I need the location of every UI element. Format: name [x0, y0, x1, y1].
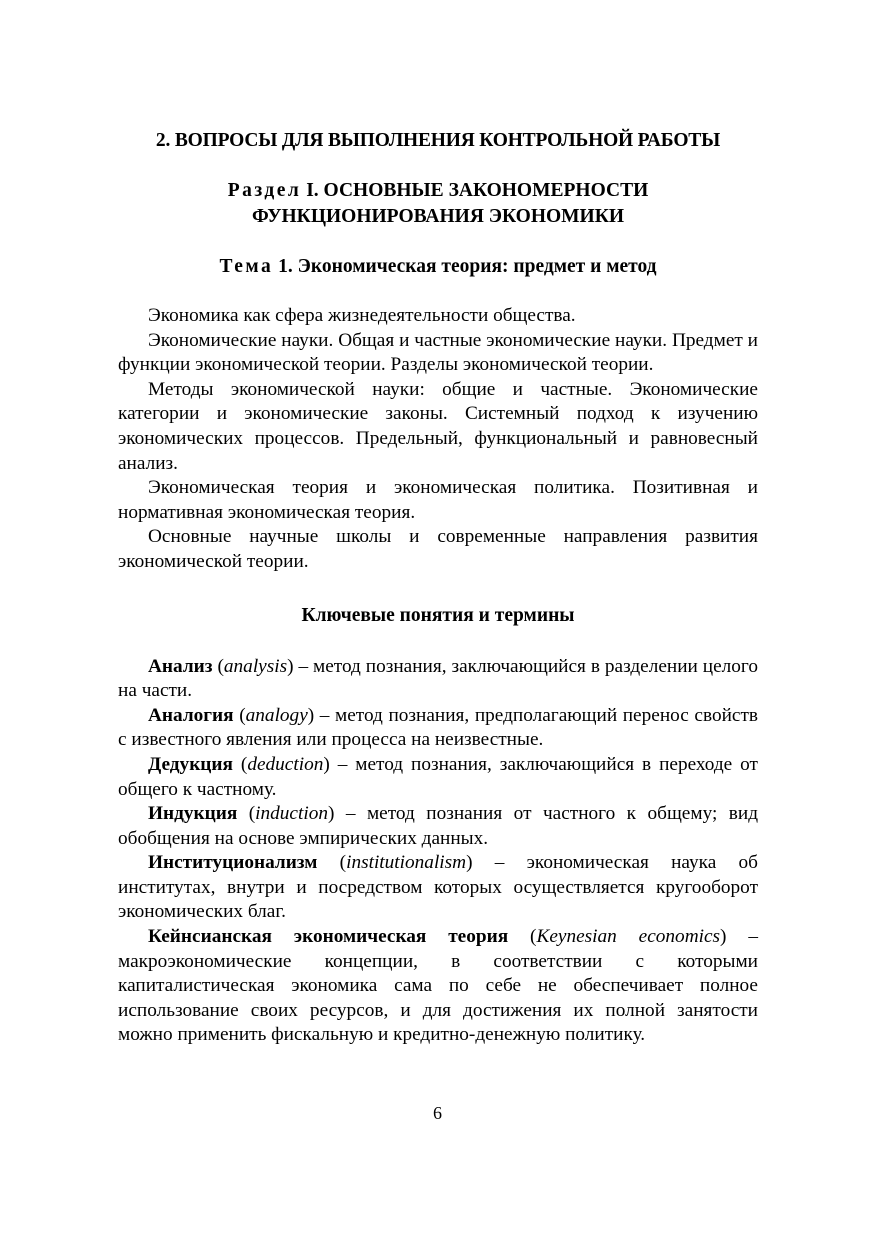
- paragraph: Экономическая теория и экономическая политика. Позитивная и нормативная экономическая теория.: [118, 477, 758, 523]
- glossary-entry: Аналогия (analogy) – метод познания, предполагающий перенос свойств с известного явления или процесса на неизвестные.: [118, 704, 758, 751]
- glossary-term: Институционализм: [148, 852, 318, 874]
- glossary-english: analysis: [223, 655, 288, 677]
- glossary-english: deduction: [247, 753, 324, 775]
- glossary-english: Keynesian economics: [536, 926, 721, 948]
- page-number: 6: [433, 1103, 442, 1123]
- topic-content: [118, 304, 758, 575]
- glossary-definition: – метод познания, заключающийся в разделении целого на части.: [118, 655, 758, 702]
- glossary-entry: Институционализм (institutionalism) – экономическая наука об институтах, внутри и посредством которых осуществляется кругооборот экономических благ.: [118, 852, 758, 923]
- glossary-entry: Кейнсианская экономическая теория (Keynesian economics) – макроэкономические концепции, в соответствии с которыми капиталистическая экономика сама по себе не обеспечивает полное использование своих ресурсов, и для достижения их полной занятости можно применить фискальную и кредитно-денежную политику.: [118, 926, 758, 1046]
- paragraph: Экономика как сфера жизнедеятельности общества.: [148, 305, 576, 326]
- topic-label: Тема: [219, 256, 274, 277]
- document-page: [118, 128, 758, 1048]
- section-title-line2: ФУНКЦИОНИРОВАНИЯ ЭКОНОМИКИ: [251, 206, 625, 227]
- glossary-definition: – метод познания, заключающийся в переходе от общего к частному.: [118, 753, 758, 800]
- section-title-line1: I. ОСНОВНЫЕ ЗАКОНОМЕРНОСТИ: [306, 180, 649, 201]
- glossary-term: Дедукция: [148, 753, 233, 775]
- glossary-definition: – метод познания от частного к общему; вид обобщения на основе эмпирических данных.: [118, 803, 758, 849]
- chapter-title: 2. ВОПРОСЫ ДЛЯ ВЫПОЛНЕНИЯ КОНТРОЛЬНОЙ РАБОТЫ: [155, 130, 721, 151]
- topic-title: 1. Экономическая теория: предмет и метод: [278, 256, 657, 277]
- glossary-definition: – макроэкономические концепции, в соответствии с которыми капиталистическая экономика сама по себе не обеспечивает полное использование своих ресурсов, и для достижения их полной занятости можно применить фискальную и кредитно-денежную политику.: [118, 926, 758, 1046]
- topic-heading: [118, 254, 758, 280]
- glossary-entry: Индукция (induction) – метод познания от частного к общему; вид обобщения на основе эмпирических данных.: [118, 803, 758, 849]
- glossary-english: induction: [255, 803, 328, 825]
- section-label: Раздел: [227, 180, 302, 201]
- glossary-entry: Дедукция (deduction) – метод познания, заключающийся в переходе от общего к частному.: [118, 753, 758, 800]
- glossary-definition: – экономическая наука об институтах, внутри и посредством которых осуществляется кругооборот экономических благ.: [118, 852, 758, 923]
- paragraph: Основные научные школы и современные направления развития экономической теории.: [118, 526, 758, 572]
- glossary-term: Индукция: [148, 803, 238, 825]
- glossary-term: Аналогия: [148, 704, 234, 726]
- glossary-english: analogy: [245, 704, 308, 726]
- paragraph: Методы экономической науки: общие и частные. Экономические категории и экономические законы. Системный подход к изучению экономических процессов. Предельный, функциональный и равновесный анализ.: [118, 378, 758, 474]
- glossary-definition: – метод познания, предполагающий перенос свойств с известного явления или процесса на неизвестные.: [118, 704, 758, 751]
- glossary-term: Кейнсианская экономическая теория: [148, 926, 509, 948]
- glossary-entry: Анализ (analysis) – метод познания, заключающийся в разделении целого на части.: [118, 655, 758, 702]
- key-terms-heading: Ключевые понятия и термины: [301, 604, 575, 626]
- paragraph: Экономические науки. Общая и частные экономические науки. Предмет и функции экономической теории. Разделы экономической теории.: [118, 329, 758, 376]
- glossary-english: institutionalism: [346, 852, 467, 874]
- section-heading: [118, 178, 758, 230]
- glossary: [118, 655, 758, 1049]
- glossary-term: Анализ: [148, 655, 213, 677]
